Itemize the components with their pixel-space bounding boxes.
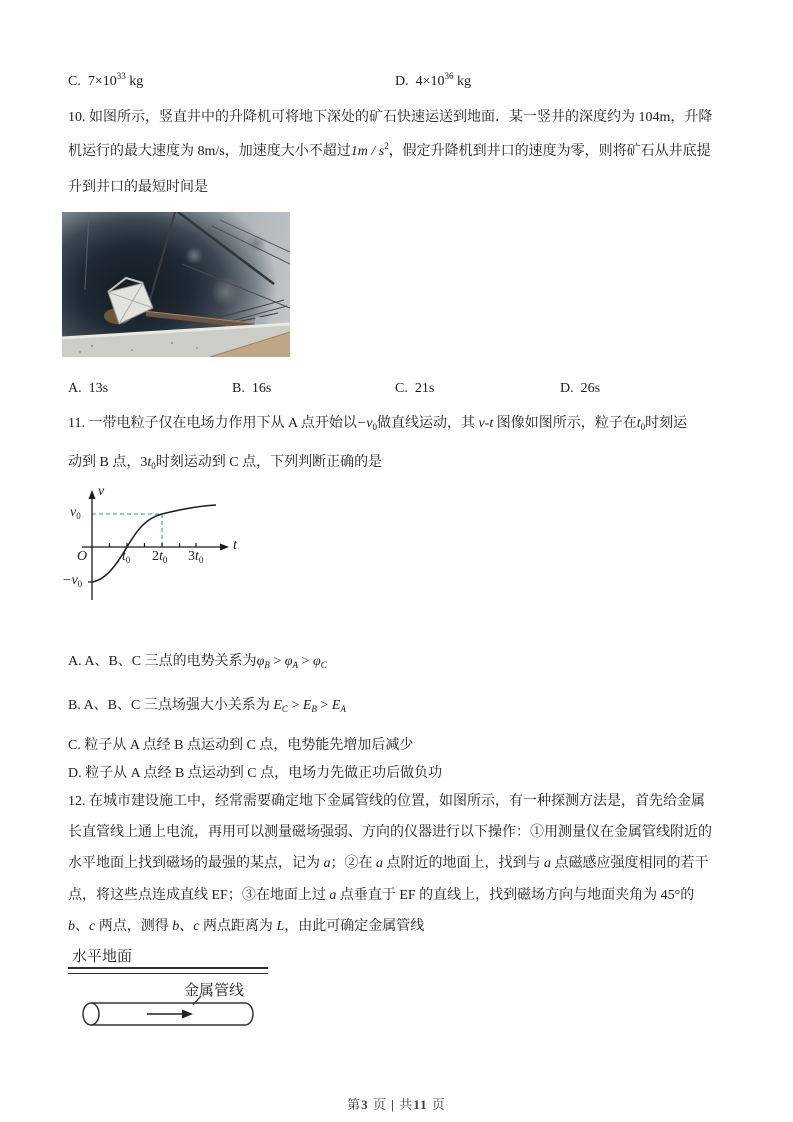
pipe-figure [62, 945, 292, 1035]
mine-shaft-photo-overlay [62, 212, 290, 357]
q10-option-d-label: D. [560, 381, 574, 396]
q10-option-a-value: 13s [88, 381, 109, 396]
q10-option-c-value: 21s [414, 381, 435, 396]
prev-option-c-value: $7\times 10^{33}$ kg [87, 71, 144, 89]
q11-option-b: B. A、B、C 三点场强大小关系为 $E_C > E_B > E_A$ [68, 698, 346, 714]
q10-option-b-label: B. [232, 381, 245, 396]
prev-option-d-value: $4\times 10^{36}$ kg [415, 71, 472, 89]
q12-line3: 水平地面上找到磁场的最强的某点，记为 a；②在 a 点附近的地面上，找到与 a 点磁感应强度相同的若干 [68, 856, 709, 871]
q10-option-b-value: 16s [251, 381, 272, 396]
q10-option-d [560, 379, 600, 399]
q12-line5: b、c 两点，测得 b、c 两点距离为 L，由此可确定金属管线 [68, 919, 425, 934]
metal-pipe-drawing [62, 975, 292, 1035]
q11-line1: 11. 一带电粒子仅在电场力作用下从 A 点开始以$-v_0$做直线运动，其 v-t 图像如图所示，粒子在$t_0$时刻运 [68, 416, 688, 432]
ground-line [68, 967, 268, 974]
vt-graph-2t0-label: $2t_0$ [152, 549, 168, 565]
q10-line3: 升到井口的最短时间是 [68, 180, 208, 195]
prev-option-d-label: D. [395, 74, 409, 89]
q11-option-a: A. A、B、C 三点的电势关系为$\varphi_B > \varphi_A > \varphi_C$ [68, 654, 327, 670]
pipe-label: 金属管线 [184, 983, 245, 999]
q10-option-a [68, 379, 108, 399]
q10-option-c [395, 379, 434, 399]
q10-option-a-label: A. [68, 381, 82, 396]
vt-graph-t0-label: $t_0$ [122, 549, 131, 565]
q12-line2: 长直管线上通上电流，再用可以测量磁场强弱、方向的仪器进行以下操作：①用测量仪在金属管线附近的 [68, 825, 712, 840]
current-arrow-icon [147, 1010, 193, 1019]
vt-graph-v-axis-label: v [98, 484, 105, 499]
mine-shaft-photo [62, 212, 290, 357]
prev-option-c-label: C. [68, 74, 81, 89]
vt-graph-3t0-label: $3t_0$ [188, 549, 204, 565]
q10-line2: 机运行的最大速度为 8m/s，加速度大小不超过$1m / s^2$，假定升降机到井口的速度为零，则将矿石从井底提 [68, 141, 711, 159]
q10-option-c-label: C. [395, 381, 408, 396]
q10-option-d-value: 26s [580, 381, 601, 396]
q10-line1: 10. 如图所示，竖直井中的升降机可将地下深处的矿石快速运送到地面．某一竖井的深度约为 104m，升降 [68, 110, 713, 125]
prev-option-d [395, 72, 471, 92]
page-footer: 第3 页 | 共11 页 [347, 1097, 446, 1112]
q11-line2: 动到 B 点，$3t_0$时刻运动到 C 点，下列判断正确的是 [68, 455, 383, 471]
q12-line1: 12. 在城市建设施工中，经常需要确定地下金属管线的位置，如图所示，有一种探测方法是，首先给金属 [68, 794, 705, 809]
vt-graph-v0-label: $v_0$ [70, 505, 81, 521]
vt-graph [62, 484, 257, 610]
ground-label: 水平地面 [72, 949, 133, 965]
q11-option-d: D. 粒子从 A 点经 B 点运动到 C 点，电场力先做正功后做负功 [68, 766, 443, 781]
q10-option-b [232, 379, 271, 399]
q12-line4: 点，将这些点连成直线 EF；③在地面上过 a 点垂直于 EF 的直线上，找到磁场方向与地面夹角为 45°的 [68, 888, 695, 903]
prev-option-c [68, 72, 143, 92]
vt-graph-neg-v0-label: $-v_0$ [62, 573, 83, 589]
vt-graph-t-axis-label: t [233, 538, 237, 553]
vt-graph-origin-label: O [77, 549, 88, 564]
q11-option-c: C. 粒子从 A 点经 B 点运动到 C 点，电势能先增加后减少 [68, 738, 414, 753]
